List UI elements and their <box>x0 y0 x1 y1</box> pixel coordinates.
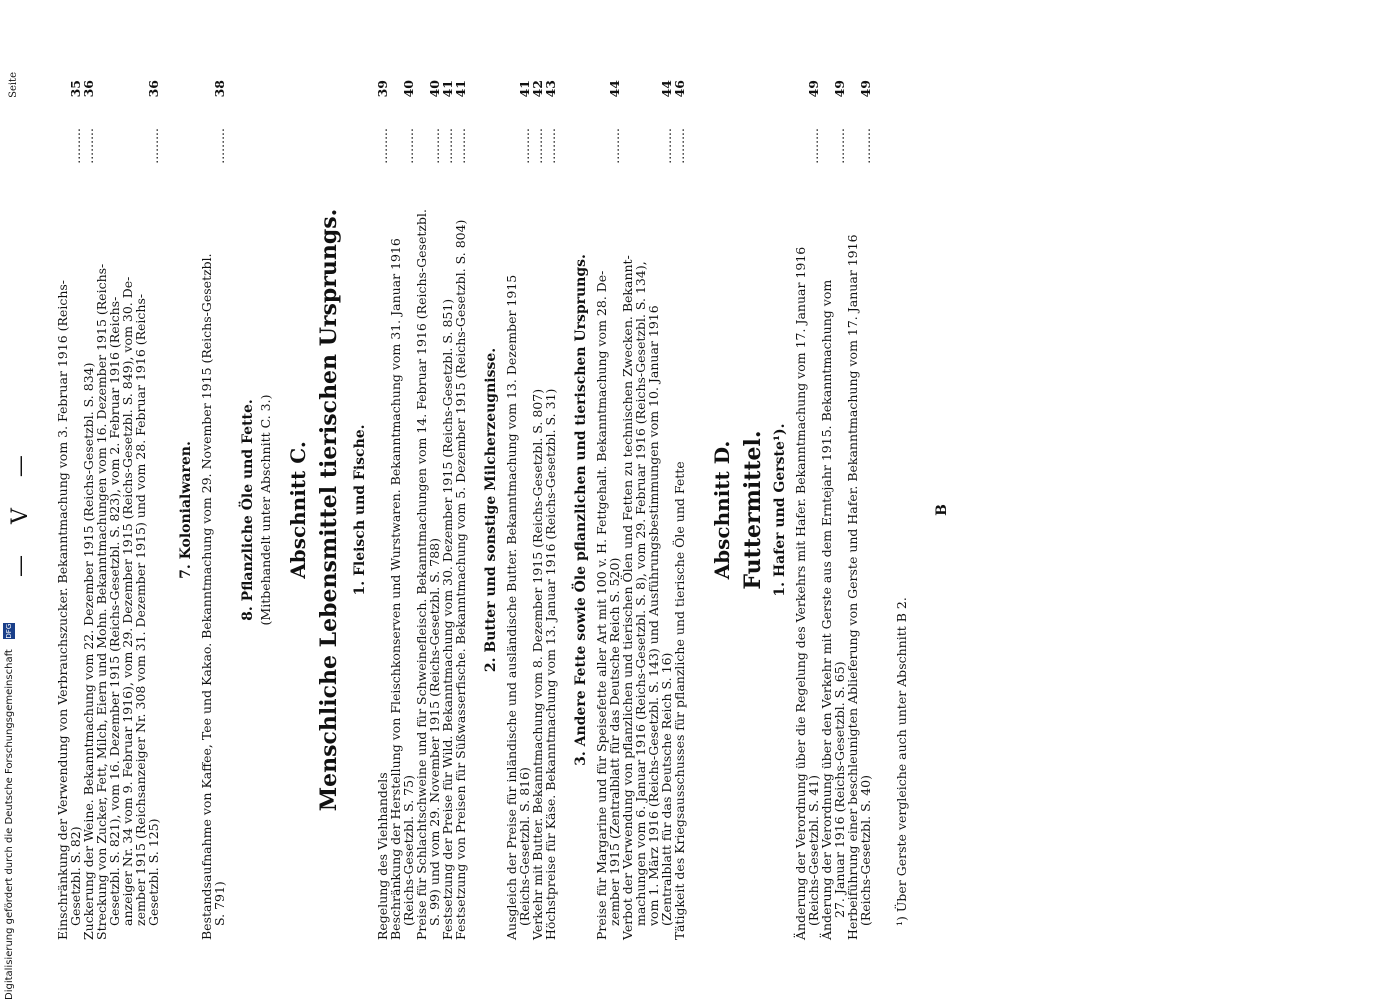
toc-entry-text: Streckung von Zucker, Fett, Milch, Eiern und Mohn. Bekanntmachungen vom 16. Dezember 1915 (Reichs- <box>94 263 109 940</box>
toc-page-number: 41 <box>517 80 532 98</box>
toc-entry-text: anzeiger Nr. 34 vom 9. Februar 1916), vom 29. Dezember 1915 (Reichs-Gesetzbl. S. 849), vom 30. De- <box>120 276 135 926</box>
toc-entry-text: Festsetzung der Preise für Wild. Bekanntmachung vom 30. Dezember 1915 (Reichs-Gesetzbl. S. 851) <box>440 298 455 940</box>
toc-entry-text: Beschränkung der Herstellung von Fleischkonserven und Wurstwaren. Bekanntmachung vom 31. Januar 1916 <box>388 238 403 940</box>
toc-entry-text: Höchstpreise für Käse. Bekanntmachung vom 13. Januar 1916 (Reichs-Gesetzbl. S. 31) <box>543 388 558 940</box>
toc-page-number: 40 <box>401 80 416 98</box>
toc-entry-text: Preise für Schlachtschweine und für Schweinefleisch. Bekanntmachungen vom 14. Februar 1916 (Reichs-Gesetzbl. <box>414 209 429 940</box>
content-area <box>0 72 1383 940</box>
toc-entry <box>673 80 686 940</box>
section-heading: 1. Fleisch und Fische. <box>352 424 368 596</box>
toc-entry-text: Verkehr mit Butter. Bekanntmachung vom 8. Dezember 1915 (Reichs-Gesetzbl. S. 807) <box>530 388 545 940</box>
toc-entry-text: zember 1915 (Zentralblatt für das Deutsche Reich S. 520) <box>607 557 622 926</box>
toc-page-number: 36 <box>81 80 96 98</box>
toc-entry <box>544 80 557 940</box>
toc-entry-text: S. 791) <box>212 881 227 926</box>
dot-leader: ......... <box>517 128 532 164</box>
dot-leader: ......... <box>806 128 821 164</box>
toc-page-number: 43 <box>543 80 558 98</box>
seite-label: Seite <box>8 72 19 98</box>
toc-entry-text: Änderung der Verordnung über die Regelung des Verkehrs mit Hafer. Bekanntmachung vom 17. Januar 1916 <box>793 246 808 940</box>
section-heading: 1. Hafer und Gerste¹). <box>772 423 788 597</box>
toc-entry-text: Zuckerung der Weine. Bekanntmachung vom 22. Dezember 1915 (Reichs-Gesetzbl. S. 834) <box>81 362 96 940</box>
toc-page-number: 49 <box>858 80 873 98</box>
toc-entry-text: Preise für Margarine und für Speisefette aller Art mit 100 v. H. Fettgehalt. Bekanntmachung vom 28. De- <box>594 270 609 940</box>
toc-page-number: 41 <box>440 80 455 98</box>
toc-entry-text: (Reichs-Gesetzbl. S. 41) <box>806 775 821 926</box>
toc-entry <box>147 80 160 926</box>
toc-entry-text: (Zentralblatt für das Deutsche Reich S. 16) <box>659 652 674 926</box>
section-subheading: (Mitbehandelt unter Abschnitt C. 3.) <box>258 394 273 626</box>
toc-entry <box>213 80 226 926</box>
dot-leader: ......... <box>212 128 227 164</box>
toc-entry-text: (Reichs-Gesetzbl. S. 816) <box>517 767 532 926</box>
section-heading: 7. Kolonialwaren. <box>178 441 194 579</box>
dot-leader: ......... <box>832 128 847 164</box>
toc-page-number: 36 <box>146 80 161 98</box>
dot-leader: ......... <box>672 128 687 164</box>
footnote: ¹) Über Gerste vergleiche auch unter Abschnitt B 2. <box>894 597 909 926</box>
toc-entry <box>134 80 147 926</box>
dfg-logo: DFG <box>5 623 13 639</box>
toc-entry-text: Ausgleich der Preise für inländische und ausländische Butter. Bekanntmachung vom 13. Dezember 1915 <box>504 274 519 940</box>
toc-entry-text: zember 1915 (Reichsanzeiger Nr. 308 vom 31. Dezember 1915) und vom 28. Februar 1916 (Reichs- <box>133 293 148 926</box>
dot-leader: ......... <box>607 128 622 164</box>
toc-entry <box>56 80 69 940</box>
toc-entry-text: Änderung der Verordnung über den Verkehr mit Gerste aus dem Erntejahr 1915. Bekanntmachung vom <box>819 279 834 940</box>
toc-entry-text: (Reichs-Gesetzbl. S. 40) <box>858 775 873 926</box>
toc-entry-text: Gesetzbl. S. 82) <box>68 826 83 926</box>
abschnitt-heading: Abschnitt C. <box>286 441 310 579</box>
toc-entry-text: Bestandsaufnahme von Kaffee, Tee und Kakao. Bekanntmachung vom 29. November 1915 (Reichs-Gesetzbl. <box>199 253 214 940</box>
toc-entry-text: Herbeiführung einer beschleunigten Ablieferung von Gerste und Hafer. Bekanntmachung vom 17. Januar 1916 <box>845 234 860 940</box>
toc-entry-text: Verbot der Verwendung von pflanzlichen und tierischen Ölen und Fetten zu technischen Zwecken. Bekannt- <box>620 255 635 940</box>
toc-entry-text: Gesetzbl. S. 125) <box>146 818 161 926</box>
margin-note-text: Digitalisierung gefördert durch die Deutsche Forschungsgemeinschaft <box>3 649 15 1000</box>
toc-page-number: 40 <box>427 80 442 98</box>
section-heading: 8. Pflanzliche Öle und Fette. <box>240 399 256 621</box>
toc-page-number: 44 <box>607 80 622 98</box>
toc-entry-text: 27. Januar 1916 (Reichs-Gesetzbl. S. 65) <box>832 661 847 918</box>
section-heading: 3. Andere Fette sowie Öle pflanzlichen und tierischen Ursprungs. <box>573 254 589 766</box>
toc-page-number: 38 <box>212 80 227 98</box>
dot-leader: ......... <box>543 128 558 164</box>
toc-entry-text: Einschränkung der Verwendung von Verbrauchszucker. Bekanntmachung vom 3. Februar 1916 (Reichs- <box>55 279 70 940</box>
dot-leader: ......... <box>440 128 455 164</box>
toc-entry <box>200 80 213 940</box>
toc-entry-text: machungen vom 6. Januar 1916 (Reichs-Gesetzbl. S. 8), vom 29. Februar 1916 (Reichs-Gesetzbl. S. 134), <box>633 261 648 926</box>
abschnitt-title: Menschliche Lebensmittel tierischen Ursprungs. <box>316 208 342 812</box>
dot-leader: ......... <box>530 128 545 164</box>
dot-leader: ......... <box>453 128 468 164</box>
toc-entry-text: vom 1. März 1916 (Reichs-Gesetzbl. S. 143) und Ausführungsbestimmungen vom 10. Januar 1916 <box>646 305 661 926</box>
dot-leader: ......... <box>858 128 873 164</box>
toc-entry-text: Tätigkeit des Kriegsausschusses für pflanzliche und tierische Öle und Fette <box>672 461 687 940</box>
dot-leader: ......... <box>146 128 161 164</box>
toc-page-number: 39 <box>375 80 390 98</box>
toc-page-number: 35 <box>68 80 83 98</box>
toc-page-number: 41 <box>453 80 468 98</box>
margin-note <box>0 0 18 1000</box>
toc-page-number: 49 <box>832 80 847 98</box>
signature-letter: B <box>934 504 950 516</box>
toc-entry <box>859 80 872 926</box>
toc-page-number: 44 <box>659 80 674 98</box>
dot-leader: ......... <box>401 128 416 164</box>
toc-page-number: 49 <box>806 80 821 98</box>
toc-entry-text: (Reichs-Gesetzbl. S. 75) <box>401 775 416 926</box>
dot-leader: ......... <box>81 128 96 164</box>
section-heading: 2. Butter und sonstige Milcherzeugnisse. <box>483 347 499 673</box>
dot-leader: ......... <box>659 128 674 164</box>
toc-entry-text: Regelung des Viehhandels <box>375 772 390 940</box>
toc-entry-text: Festsetzung von Preisen für Süßwasserfische. Bekanntmachung vom 5. Dezember 1915 (Reichs-Gesetzbl. S. 804) <box>453 219 468 940</box>
toc-page-number: 42 <box>530 80 545 98</box>
toc-entry <box>454 80 467 940</box>
page-number: — V — <box>8 443 33 577</box>
dot-leader: ......... <box>68 128 83 164</box>
toc-entry-text: S. 99) und vom 29. November 1915 (Reichs-Gesetzbl. S. 788) <box>427 538 442 926</box>
abschnitt-heading: Abschnitt D. <box>710 440 734 580</box>
abschnitt-title: Futtermittel. <box>740 430 766 590</box>
dot-leader: ......... <box>375 128 390 164</box>
toc-page-number: 46 <box>672 80 687 98</box>
dot-leader: ......... <box>427 128 442 164</box>
toc-entry-text: Gesetzbl. S. 821), vom 16. Dezember 1915 (Reichs-Gesetzbl. S. 823), vom 2. Februar 1916 (Reichs- <box>107 296 122 926</box>
